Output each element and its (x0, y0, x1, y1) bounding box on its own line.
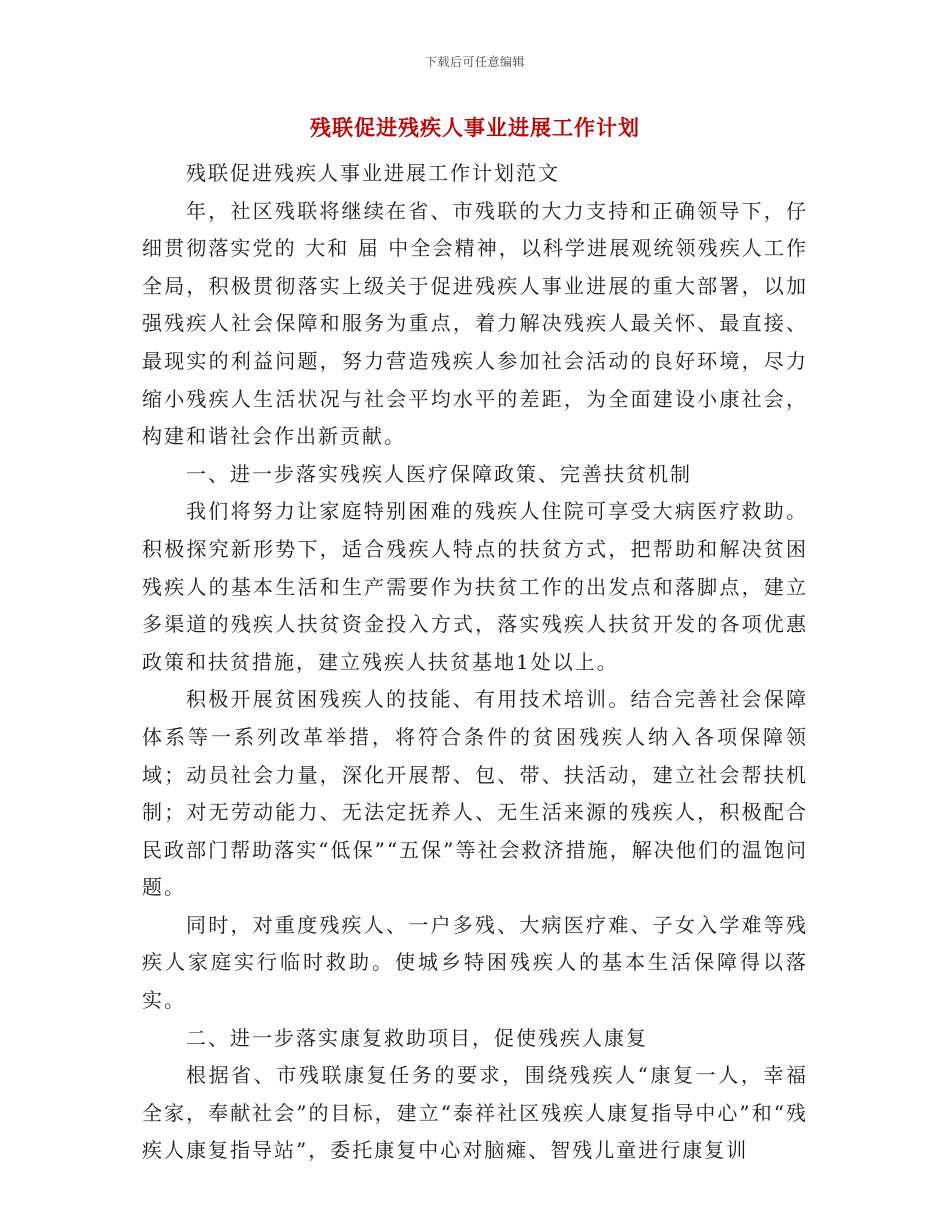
document-body (142, 155, 808, 1170)
document-title: 残联促进残疾人事业进展工作计划 (310, 115, 640, 140)
paragraph: 积极开展贫困残疾人的技能、有用技术培训。结合完善社会保障体系等一系列改革举措，将符合条件的贫困残疾人纳入各项保障领域；动员社会力量，深化开展帮、包、带、扶活动，建立社会帮扶机制；对无劳动能力、无法定抚养人、无生活来源的残疾人，积极配合民政部门帮助落实“低保”“五保”等社会救济措施，解决他们的温饱问题。 (142, 687, 808, 900)
section-heading-1: 一、进一步落实残疾人医疗保障政策、完善扶贫机制 (186, 461, 692, 486)
section-heading-2: 二、进一步落实康复救助项目，促使残疾人康复 (186, 1025, 648, 1050)
header-note: 下载后可任意编辑 (424, 55, 525, 69)
paragraph: 根据省、市残联康复任务的要求，围绕残疾人“康复一人，幸福全家，奉献社会”的目标，建立“泰祥社区残疾人康复指导中心”和“残疾人康复指导站”，委托康复中心对脑瘫、智残儿童进行康复训 (142, 1063, 808, 1163)
paragraph-intro: 年，社区残联将继续在省、市残联的大力支持和正确领导下，仔细贯彻落实党的 大和 届 中全会精神，以科学进展观统领残疾人工作全局，积极贯彻落实上级关于促进残疾人事业进展的重大部署，以加强残疾人社会保障和服务为重点，着力解决残疾人最关怀、最直接、最现实的利益问题，努力营造残疾人参加社会活动的良好环境，尽力缩小残疾人生活状况与社会平均水平的差距，为全面建设小康社会，构建和谐社会作出新贡献。 (142, 198, 808, 449)
paragraph: 同时，对重度残疾人、一户多残、大病医疗难、子女入学难等残疾人家庭实行临时救助。使城乡特困残疾人的基本生活保障得以落实。 (142, 912, 808, 1013)
paragraph-subtitle: 残联促进残疾人事业进展工作计划范文 (186, 161, 560, 185)
paragraph: 我们将努力让家庭特别困难的残疾人住院可享受大病医疗救助。积极探究新形势下，适合残疾人特点的扶贫方式，把帮助和解决贫困残疾人的基本生活和生产需要作为扶贫工作的出发点和落脚点，建立多渠道的残疾人扶贫资金投入方式，落实残疾人扶贫开发的各项优惠政策和扶贫措施，建立残疾人扶贫基地1处以上。 (142, 499, 808, 674)
